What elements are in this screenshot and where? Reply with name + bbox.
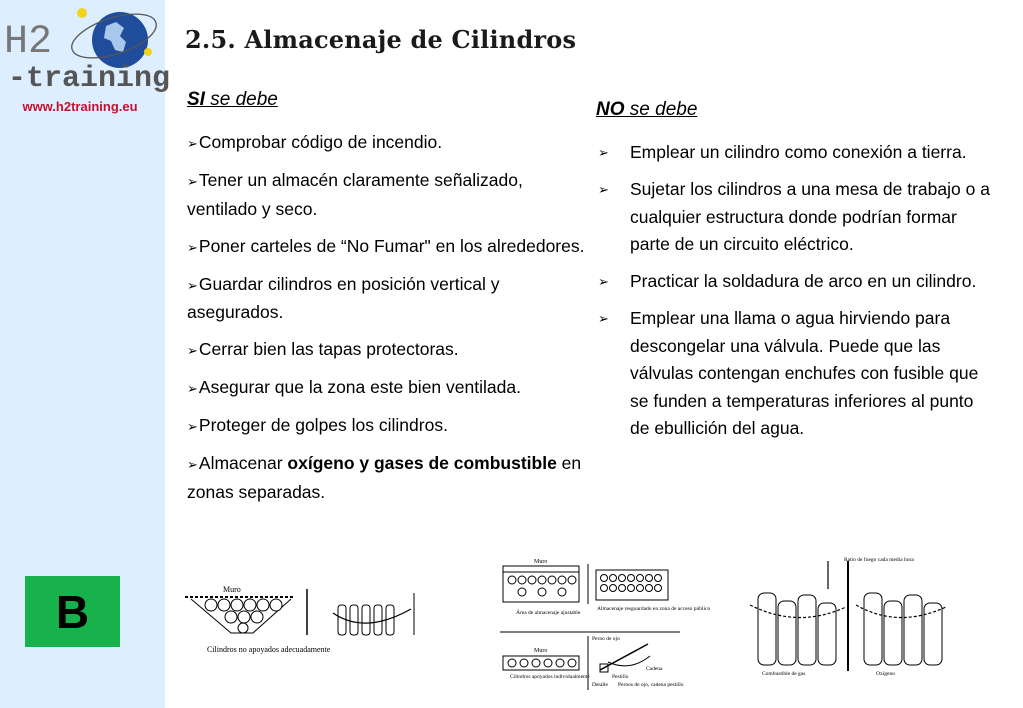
arrow-bullet-icon: ➢	[187, 419, 198, 434]
si-list	[187, 129, 592, 516]
no-heading-rest: se debe	[624, 99, 698, 120]
no-item: ➢ Practicar la soldadura de arco en un cilindro.	[596, 268, 996, 296]
no-item: ➢ Emplear una llama o agua hirviendo para descongelar una válvula. Puede que las válvulas contengan enchufes con fusible que se funden a temperaturas inferiores al punto de ebullición del agua.	[596, 305, 996, 443]
bolts-latch-label: Pernos de ojo, cadena pestillo	[618, 682, 684, 688]
no-item: ➢ Emplear un cilindro como conexión a tierra.	[596, 139, 996, 167]
arrow-bullet-icon: ➢	[187, 136, 198, 151]
si-item: ➢Guardar cilindros en posición vertical y asegurados.	[187, 273, 500, 322]
site-url[interactable]: www.h2training.eu	[22, 99, 138, 114]
no-item: ➢ Sujetar los cilindros a una mesa de trabajo o a cualquier estructura donde podrían formar parte de un circuito eléctrico.	[596, 176, 996, 259]
si-item: ➢Tener un almacén claramente señalizado, ventilado y seco.	[187, 170, 523, 219]
no-heading	[596, 99, 697, 121]
arrow-bullet-icon: ➢	[187, 277, 198, 293]
si-item: ➢Poner carteles de “No Fumar" en los alrededores.	[187, 235, 585, 256]
wall-label: Muro	[223, 585, 241, 594]
page-title: 2.5. Almacenaje de Cilindros	[185, 25, 577, 54]
detail-label: Detalle	[592, 682, 608, 688]
figure-unsecured-cylinders	[183, 583, 423, 658]
si-heading-rest: se debe	[204, 89, 278, 110]
arrow-bullet-icon: ➢	[598, 311, 609, 326]
arrow-bullet-icon: ➢	[187, 239, 198, 255]
si-item: ➢Asegurar que la zona este bien ventilada.	[187, 377, 521, 397]
h2-training-logo	[2, 2, 171, 96]
eye-bolt-label: Perno de ojo	[592, 636, 620, 642]
si-item: ➢Proteger de golpes los cilindros.	[187, 415, 448, 435]
figure-storage-methods	[500, 552, 711, 694]
no-heading-bold: NO	[596, 99, 625, 120]
fire-wall-label: Ratio de fuego cada media hora	[844, 557, 914, 563]
fuel-gas-label: Combustible de gas	[762, 671, 806, 677]
logo-h2: H2	[4, 20, 53, 65]
chain-label: Cadena	[646, 666, 663, 672]
si-item: ➢Comprobar código de incendio.	[187, 132, 443, 152]
si-item: ➢Cerrar bien las tapas protectoras.	[187, 339, 459, 359]
wall-label-top: Muro	[534, 559, 548, 565]
si-item: ➢Almacenar oxígeno y gases de combustible en zonas separadas.	[187, 453, 582, 502]
arrow-bullet-icon: ➢	[187, 381, 198, 396]
arrow-bullet-icon: ➢	[598, 182, 609, 197]
arrow-bullet-icon: ➢	[598, 274, 609, 289]
individual-label: Cilindros apoyados individualmente	[510, 674, 590, 680]
figure-caption: Cilindros no apoyados adecuadamente	[207, 645, 331, 654]
no-list	[596, 139, 996, 452]
wall-label-bottom: Muro	[534, 648, 548, 654]
adjustable-area-label: Área de almacenaje ajustable	[516, 610, 581, 616]
public-area-label: Almacenaje resguardado en zona de acceso público	[597, 606, 711, 612]
oxygen-label: Oxígeno	[876, 671, 895, 677]
latch-label: Pestillo	[612, 674, 629, 680]
sidebar	[0, 0, 171, 708]
figure-separated-storage	[748, 553, 948, 683]
arrow-bullet-icon: ➢	[187, 343, 198, 358]
logo-training: -training	[8, 62, 171, 96]
si-heading	[187, 89, 278, 111]
arrow-bullet-icon: ➢	[187, 174, 198, 189]
orbit-dot-icon	[77, 8, 87, 18]
section-badge: B	[25, 576, 120, 647]
arrow-bullet-icon: ➢	[598, 145, 609, 160]
si-heading-bold: SI	[187, 89, 205, 110]
arrow-bullet-icon: ➢	[187, 457, 198, 472]
